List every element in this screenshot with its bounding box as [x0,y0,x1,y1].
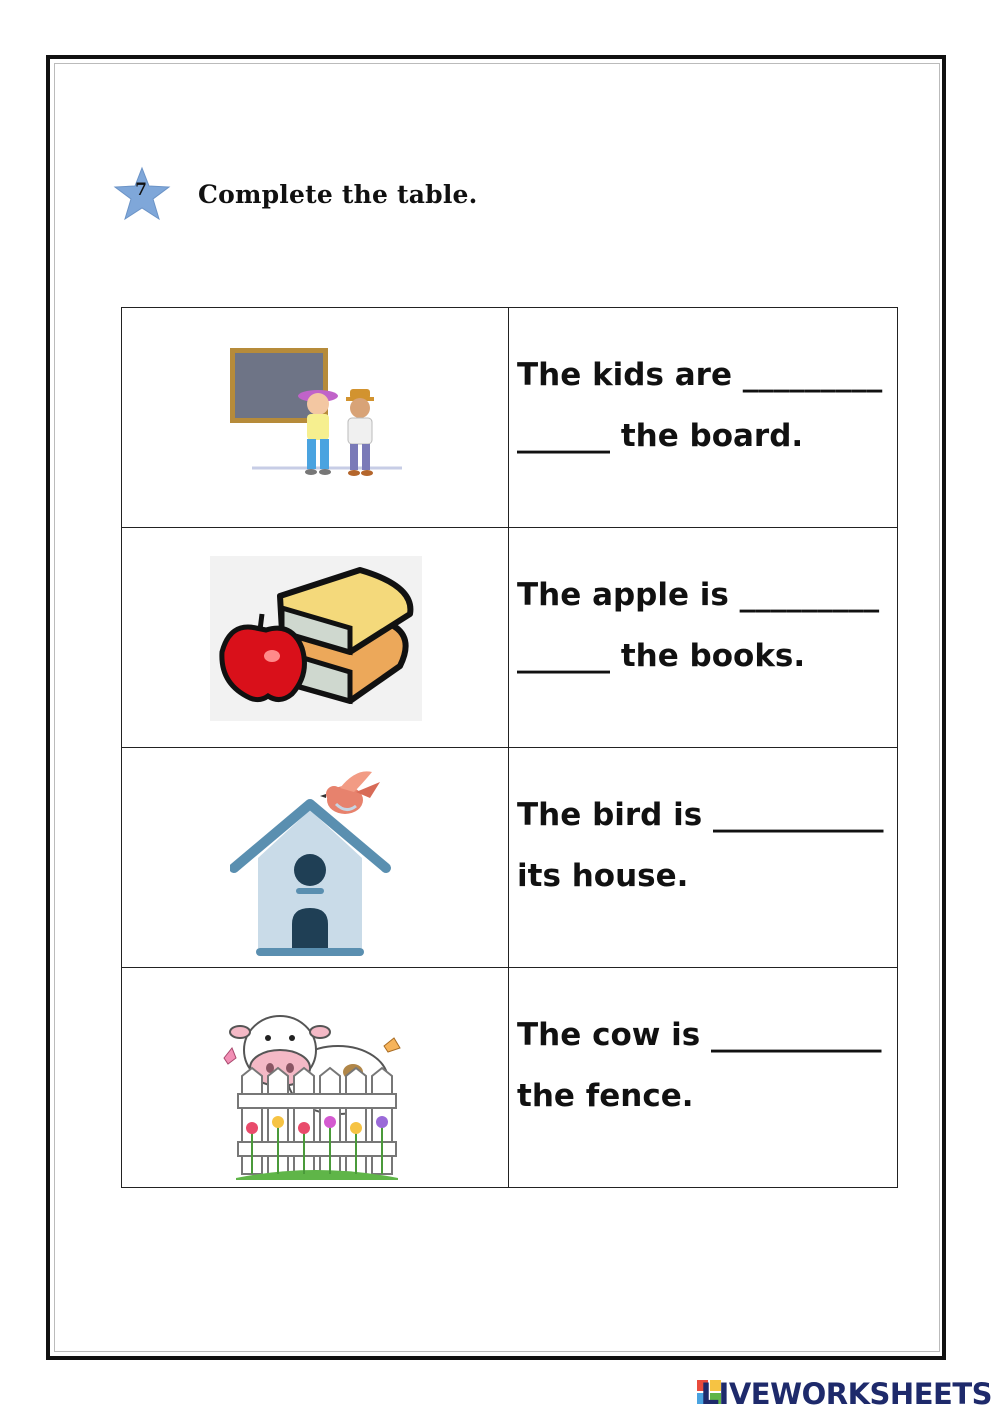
picture-cell [122,308,509,528]
apple-and-books-picture [210,556,422,721]
picture-cell [122,968,509,1188]
bird-on-birdhouse-picture [230,762,400,966]
kids-at-board-picture [222,344,412,489]
sentence-line-2: its house. [517,858,689,894]
sentence-cell [509,968,898,1188]
table-row [122,748,898,968]
sentence-line-1: The cow is ___________ [517,1017,882,1053]
sentence-cell [509,308,898,528]
sentence-line-2: the fence. [517,1078,694,1114]
exercise-instruction: Complete the table. [198,180,478,209]
picture-cell [122,528,509,748]
table-row [122,968,898,1188]
sentence-cell [509,748,898,968]
table-row [122,528,898,748]
sentence-line-2: ______ the books. [517,638,806,674]
sentence-line-1: The kids are _________ [517,357,883,393]
sentence-line-2: ______ the board. [517,418,804,454]
exercise-number: 7 [135,180,147,200]
table-row [122,308,898,528]
picture-cell [122,748,509,968]
sentence-line-1: The bird is ___________ [517,797,884,833]
worksheet-table [121,307,898,1188]
watermark: LIVEWORKSHEETS [700,1377,992,1411]
cow-behind-fence-picture [218,1002,413,1180]
sentence-cell [509,528,898,748]
sentence-line-1: The apple is _________ [517,577,880,613]
